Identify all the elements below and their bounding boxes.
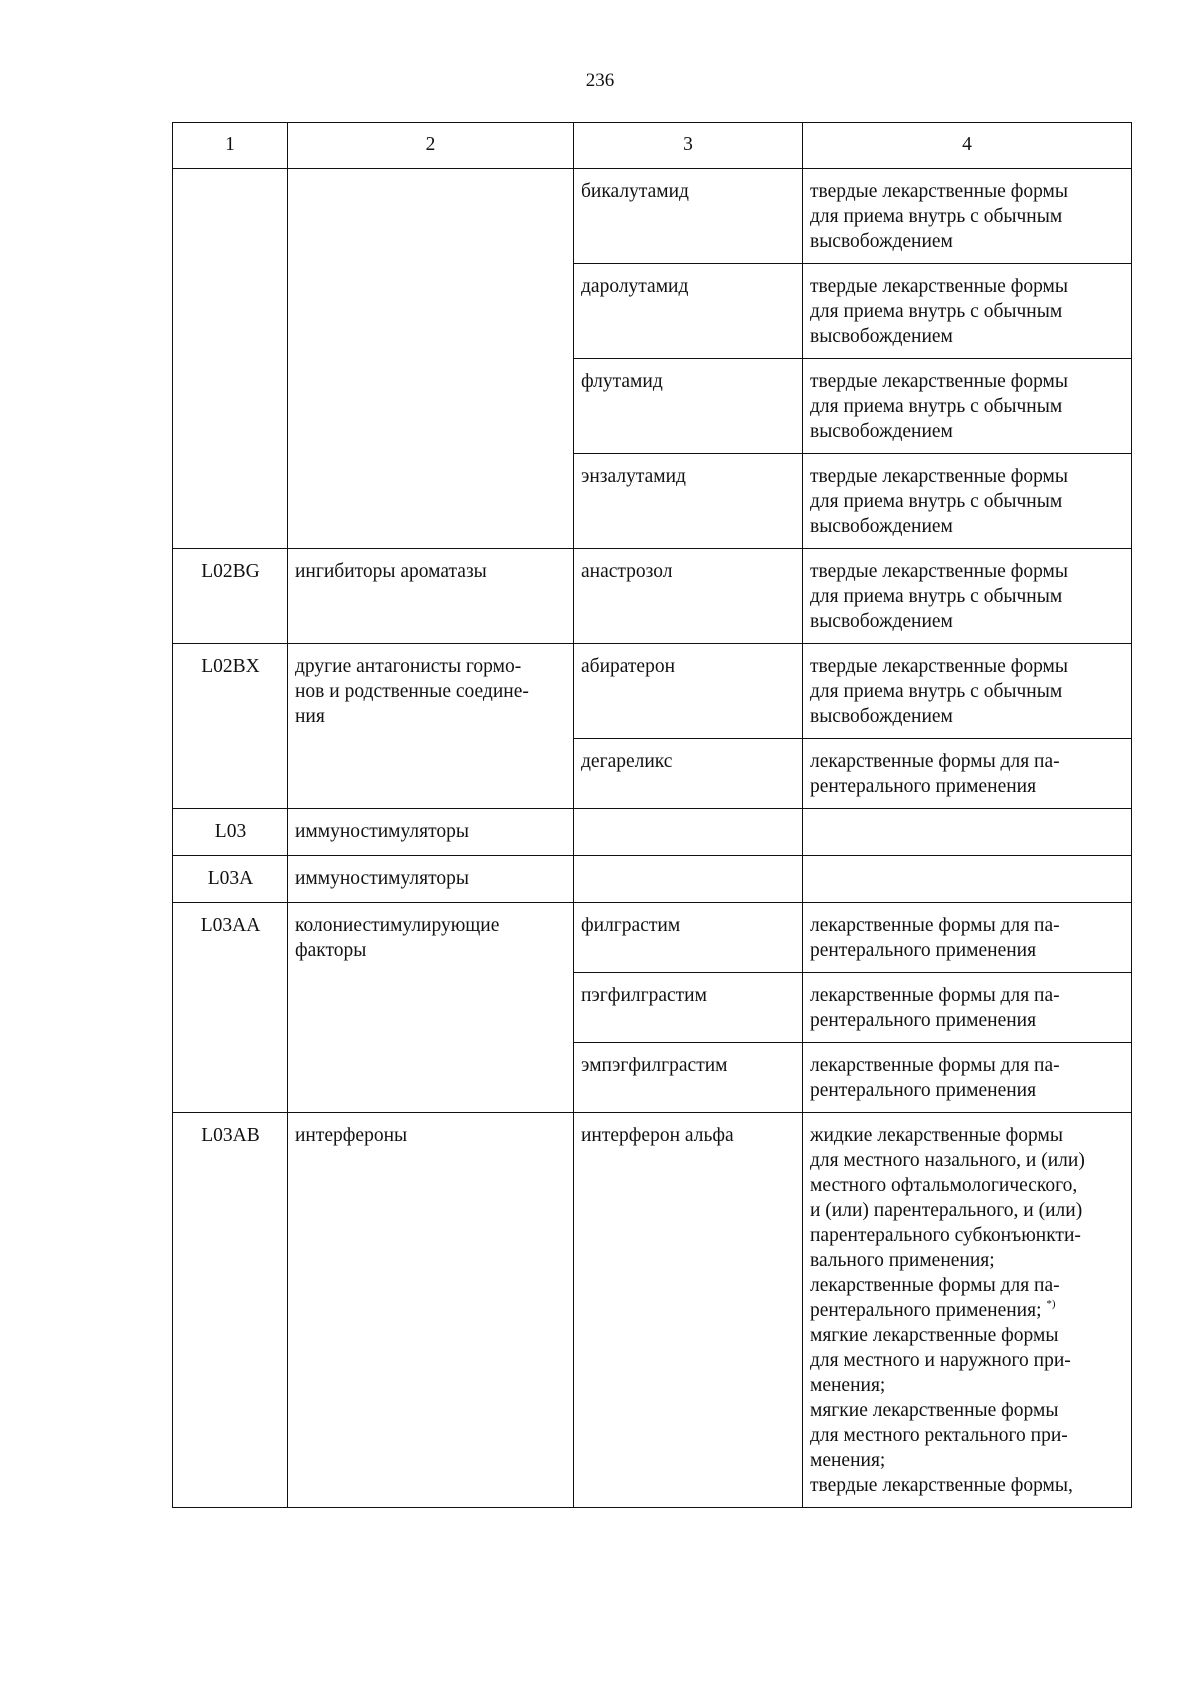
drug-name-cell xyxy=(574,809,803,856)
table-row xyxy=(173,809,1132,856)
table-row xyxy=(173,856,1132,903)
page-number: 236 xyxy=(585,70,615,91)
table-row xyxy=(173,903,1132,973)
dosage-form-cell: твердые лекарственные формы для приема внутрь с обычным высвобождением xyxy=(803,169,1132,264)
atc-code-cell: L03AB xyxy=(173,1113,288,1508)
drug-name-cell: абиратерон xyxy=(574,644,803,739)
dosage-form-cell xyxy=(803,1113,1132,1508)
atc-group-cell: другие антагонисты гормо- нов и родственные соедине- ния xyxy=(288,644,574,809)
dosage-form-cell: твердые лекарственные формы для приема внутрь с обычным высвобождением xyxy=(803,644,1132,739)
dosage-form-text: жидкие лекарственные формы для местного назального, и (или) местного офтальмологического, и (или) парентерального, и (или) парентерального субконъюнкти- вального применения; лекарственные формы для па- рентерального применения; xyxy=(810,1125,1085,1321)
drug-name-cell: эмпэгфилграстим xyxy=(574,1043,803,1113)
table-row xyxy=(173,1113,1132,1508)
atc-group-cell: иммуностимуляторы xyxy=(288,809,574,856)
atc-code-cell: L03A xyxy=(173,856,288,903)
atc-code-cell: L03 xyxy=(173,809,288,856)
column-header-2: 2 xyxy=(288,123,574,169)
drug-name-cell: интерферон альфа xyxy=(574,1113,803,1508)
atc-group-cell: ингибиторы ароматазы xyxy=(288,549,574,644)
dosage-form-cell: лекарственные формы для па- рентерального применения xyxy=(803,1043,1132,1113)
dosage-form-text-continued: мягкие лекарственные формы для местного и наружного при- менения; мягкие лекарственные формы для местного ректального при- менения; твердые лекарственные формы, xyxy=(810,1325,1073,1496)
drug-name-cell: филграстим xyxy=(574,903,803,973)
drug-name-cell xyxy=(574,856,803,903)
atc-group-cell xyxy=(288,169,574,549)
dosage-form-cell: твердые лекарственные формы для приема внутрь с обычным высвобождением xyxy=(803,549,1132,644)
drug-name-cell: пэгфилграстим xyxy=(574,973,803,1043)
dosage-form-cell: лекарственные формы для па- рентерального применения xyxy=(803,973,1132,1043)
drug-name-cell: даролутамид xyxy=(574,264,803,359)
dosage-form-cell: лекарственные формы для па- рентерального применения xyxy=(803,739,1132,809)
dosage-form-cell: твердые лекарственные формы для приема внутрь с обычным высвобождением xyxy=(803,454,1132,549)
drug-name-cell: бикалутамид xyxy=(574,169,803,264)
dosage-form-cell: лекарственные формы для па- рентерального применения xyxy=(803,903,1132,973)
drug-name-cell: флутамид xyxy=(574,359,803,454)
table-header-row xyxy=(173,123,1132,169)
drug-name-cell: анастрозол xyxy=(574,549,803,644)
table-row xyxy=(173,644,1132,739)
column-header-1: 1 xyxy=(173,123,288,169)
atc-group-cell: колониестимулирующие факторы xyxy=(288,903,574,1113)
dosage-form-cell: твердые лекарственные формы для приема внутрь с обычным высвобождением xyxy=(803,264,1132,359)
footnote-marker: *) xyxy=(1046,1298,1056,1310)
atc-group-cell: иммуностимуляторы xyxy=(288,856,574,903)
column-header-3: 3 xyxy=(574,123,803,169)
dosage-form-cell xyxy=(803,856,1132,903)
column-header-4: 4 xyxy=(803,123,1132,169)
drug-name-cell: дегареликс xyxy=(574,739,803,809)
dosage-form-cell: твердые лекарственные формы для приема внутрь с обычным высвобождением xyxy=(803,359,1132,454)
table-row xyxy=(173,549,1132,644)
atc-group-cell: интерфероны xyxy=(288,1113,574,1508)
drug-list-table xyxy=(172,122,1132,1508)
atc-code-cell xyxy=(173,169,288,549)
atc-code-cell: L03AA xyxy=(173,903,288,1113)
atc-code-cell: L02BX xyxy=(173,644,288,809)
atc-code-cell: L02BG xyxy=(173,549,288,644)
drug-name-cell: энзалутамид xyxy=(574,454,803,549)
table-row xyxy=(173,169,1132,264)
dosage-form-cell xyxy=(803,809,1132,856)
